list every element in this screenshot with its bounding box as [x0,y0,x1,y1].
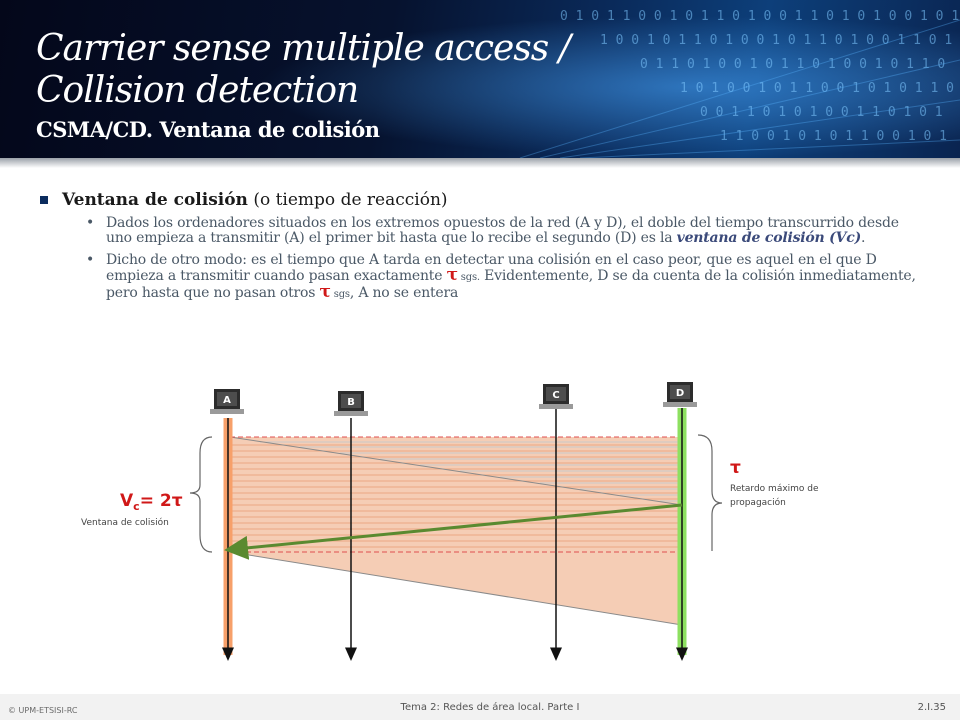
bullet1-rest: (o tiempo de reacción) [247,190,448,210]
bullet3-t3: , A no se entera [349,285,459,301]
bullet-level1 [40,190,920,210]
svg-text:1 0 1 0 0 1 0 1 1 0 0 1 0 1 0: 1 0 1 0 0 1 0 1 1 0 0 1 0 1 0 1 1 0 [680,81,954,96]
svg-text:1 1 0 0 1 0 1 0 1 1 0 0 1 0 1: 1 1 0 0 1 0 1 0 1 1 0 0 1 0 1 [720,129,947,144]
title-line-1: Carrier sense multiple access / [36,28,570,69]
header-banner [0,0,960,158]
square-bullet-icon [40,196,48,204]
laptop-c-icon [539,384,573,409]
dot-bullet-icon: • [86,252,95,268]
vc-subscript: c [133,500,140,513]
tau-symbol-2: τ [319,282,331,302]
vc-v: V [120,491,134,511]
laptop-d-icon [663,382,697,407]
bullet-level2-1 [86,216,920,246]
vc-label [120,491,183,513]
header-shadow [0,158,960,168]
tau-brace [698,435,722,551]
station-b-label: B [347,397,355,408]
tau-description-line1: Retardo máximo de [730,484,819,494]
slide-content [40,190,920,309]
tau-description-line2: propagación [730,498,786,508]
tau-label: τ [730,458,741,478]
bullet3-t2: Evidentemente, D se da cuenta de la colisión inmediatamente, pero hasta que no pasan otros [106,268,916,301]
vc-brace [190,437,212,552]
slide-subtitle: CSMA/CD. Ventana de colisión [36,117,380,142]
unit-sgs-2: sgs [330,289,350,300]
footer-course-title: Tema 2: Redes de área local. Parte I [400,702,580,713]
footer-slide-number: 2.I.35 [917,702,946,713]
dot-bullet-icon: • [86,215,95,231]
footer-copyright: © UPM-ETSISI-RC [8,706,78,715]
station-d-label: D [675,388,685,399]
svg-text:0 1 1 0 1 0 0 1 0 1 1 0 1 0 0: 0 1 1 0 1 0 0 1 0 1 1 0 1 0 0 1 0 1 1 0 [640,57,946,72]
vc-equation: = 2τ [139,491,183,511]
svg-text:0 0 1 1 0 1 0 1 0 0 1 1 0 1 0: 0 0 1 1 0 1 0 1 0 0 1 1 0 1 0 1 [700,105,943,120]
station-c-label: C [552,390,560,401]
slide-title [36,28,570,112]
unit-sgs-1: sgs. [457,272,480,283]
laptop-b-icon [334,391,368,416]
svg-text:1 0 0 1 0 1 1 0 1 0 0 1 0 1 1: 1 0 0 1 0 1 1 0 1 0 0 1 0 1 1 0 1 0 0 1 1 0 1 [600,33,953,48]
bullet3-t1: Dicho de otro modo: es el tiempo que A tarda en detectar una colisión en el caso peor, que es aquel en el que D empieza a transmitir cuando pasan exactamente [106,252,877,284]
vc-description: Ventana de colisión [81,518,169,528]
laptop-a-icon [210,389,244,414]
tau-symbol-1: τ [446,265,458,285]
bullet2-emph: ventana de colisión (Vc) [676,230,862,246]
station-a-label: A [223,395,231,406]
bullet1-bold: Ventana de colisión [62,190,248,210]
collision-window-diagram [0,375,960,675]
title-line-2: Collision detection [36,70,359,111]
bullet2-end: . [861,230,866,246]
bullet-level2-2 [86,253,920,302]
bullet2-text: Dados los ordenadores situados en los extremos opuestos de la red (A y D), el doble del tiempo transcurrido desde uno empieza a transmitir (A) el primer bit hasta que lo recibe el segundo (D) es la [106,215,899,246]
svg-text:0 1 0 1 1 0 0 1 0 1 1 0 1 0 0: 0 1 0 1 1 0 0 1 0 1 1 0 1 0 0 1 1 0 1 0 1 0 0 1 0 1 [560,9,960,24]
